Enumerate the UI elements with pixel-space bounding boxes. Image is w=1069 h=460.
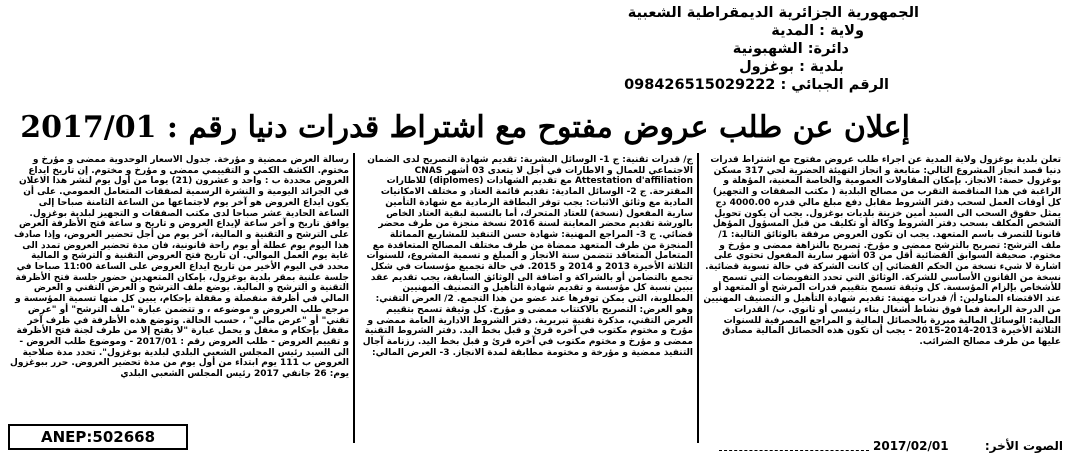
country-line: الجمهورية الجزائرية الديمقراطية الشعبية [627,5,919,21]
notice-title: إعلان عن طلب عروض مفتوح مع اشتراط قدرات دنيا رقم : 2017/01 [20,110,910,145]
column-2 [359,155,693,445]
column-separator [697,153,699,443]
daira-line: دائرة: الشهبونية [732,41,849,57]
column-2-text: ج/ قدرات تقنية: ج 1- الوسائل البشرية: تقديم شهادة التصريح لدى الضمان الاجتماعي للعمال و الاطارات في أجل لا يتعدى 03 أشهر CNAS Attestation d'affiliation مع تقديم الشهادات (diplomes) للاطارات المقترحة. ج 2- الوسائل المادية: تقديم قائمة العتاد و مختلف الامكانيات المادية مع وثائق الاثبات: يجب توفر البطاقة الرمادية مع شهادة التأمين سارية المفعول (نسخة) للعتاد المتحرك، أما بالنسبة لبقية العتاد الخاص بالورشة تقديم محضر المعاينة لسنة 2016 نسخة منجزة من طرف محضر قضائي. ج 3- المراجع المهنية: شهادة حسن التنفيذ للمشاريع المماثلة المنجزة من طرف المتعهد ممضاة من طرف مختلف المصالح المتعاقدة مع المتعامل المتعاقد تتضمن سنة الانجاز و المبلغ و تسمية المشروع، للسنوات الثلاثة الأخيرة 2013 و 2014 و 2015. في حالة تجميع مؤسسات في شكل تجمع بالتضامن أو بالشراكة و اضافة الى الوثائق السابقة، يجب تقديم عقد يبين نسبة كل مؤسسة و تقديم شهادة التأهيل و التصنيف المهنيين المطلوبة، التي يمكن توفرها عند عضو من هذا التجمع. 2/ العرض التقني: وهو العرض: التصريح بالاكتتاب ممضى و مؤرخ. كل وثيقة تسمح بتقييم العرض التقني، مذكرة تقنية تبريرية. دفتر الشروط الادارية العامة ممضى و مؤرخ و مختوم مكتوب في آخره قرئ و قبل بخط اليد. دفتر الشروط التقنية ممضى و مؤرخ و مختوم مكتوب في آخره قرئ و قبل بخط اليد. رزنامة آجال التنفيذ ممضية و مؤرخة و مختومة مطابقة لمدة الانجاز. 3- العرض المالي: [362,155,693,358]
wilaya-line: ولاية : المدية [771,23,864,39]
commune-line: بلدية : بوغزول [739,59,844,75]
column-separator [353,153,355,443]
issuer-header [589,4,919,94]
column-3-text: رسالة العرض ممضية و مؤرخة. جدول الأسعار الوحدوية ممضى و مؤرخ و مختوم. الكشف الكمي و التقييمي ممضى و مؤرخ و مختوم. إن تاريخ ايداع العروض محددة ب : واحد و عشرون (21) يوما من أول يوم لنشر هذا الاعلان في الجرائد اليومية و النشرة الرسمية لصفقات المتعامل العمومي. على أن يكون ايداع العروض هو آخر يوم لاجتماعها من الساعة الثامنة صباحا إلى الساعة الحادية عشر صباحا لدى مكتب الصفقات و التجهيز لبلدية بوغزول. يوافق تاريخ و آخر ساعة لإيداع العروض و تاريخ و ساعة فتح الأظرفة العرض على الترشح و التقنية و المالية، آخر يوم من أجل تحضير العروض، وإذا صادف هذا اليوم يوم عطلة أو يوم راحة قانونية، فان مدة تحضير العروض تمدد الى غاية يوم العمل الموالي. ان تاريخ فتح العروض التقنية و الترشح و المالية محدد في اليوم الأخير من تاريخ ايداع العروض على الساعة 11:00 صباحا في جلسة علنية بمقر بلدية بوغزول، بإمكان المتعهدين حضور جلسة فتح الأظرفة التقنية و الترشح و المالية. يوضع ملف الترشح و العرض التقني و العرض المالي في أظرفة منفصلة و مقفلة بإحكام، يبين كل منها تسمية المؤسسة و مرجع طلب العروض و موضوعه ، و تتضمن عبارة "ملف الترشح" أو "عرض تقني" أو "عرض مالي" ، حسب الحالة. وتوضع هذه الأظرفة في ظرف آخر مقفل بإحكام و مغفل و يحمل عبارة "لا يفتح إلا من طرف لجنة فتح الأظرفة و تقييم العروض - طلب العروض رقم : 2017/01 - وموضوع طلب العروض - الى السيد رئيس المجلس الشعبي البلدي لبلدية بوغزول". تحدد مدة صلاحية العروض ب 111 يوم ابتداء من أول يوم من مدة تحضير العروض. حرر ببوغزول يوم: 26 جانفي 2017 رئيس المجلس الشعبي البلدي [10,155,349,380]
anep-reference: ANEP:502668 [8,424,188,450]
tax-number-line: الرقم الجبائي : 098426515029222 [624,77,889,93]
column-3 [9,155,349,423]
column-1 [703,155,1061,425]
newspaper-name: الصوت الأخر: [984,439,1063,453]
column-1-text: تعلن بلدية بوغزول ولاية المدية عن اجراء طلب عروض مفتوح مع اشتراط قدرات دنيا قصد انجاز المشروع التالي: متابعة و انجاز التهيئة الحضرية لحي 317 مسكن بوغزول حصة: الانجاز. بإمكان المقاولات العمومية والخاصة المعنية، المؤهلة و الراغبة في هذا المناقصة التقرب من مصالح البلدية ( مكتب الصفقات و التجهيز) كل أوقات العمل لسحب دفتر الشروط مقابل دفع مبلغ مالي قدره 4000.00 دج يمثل حقوق السحب الى السيد أمين خزينة بلديات بوغزول. يجب أن يكون تحويل الشخص المكلف بسحب دفتر الشروط وكالة أو تكليف من قبل المسؤول المؤهل قانونا للتصرف باسم المتعهد. يجب ان تكون العروض مرفقة بالوثائق التالية: 1/ ملف الترشح: تصريح بالترشح ممضى و مؤرخ. تصريح بالنزاهة ممضى و مؤرخ و مختوم. صحيفة السوابق القضائية أقل من 03 أشهر سارية المفعول تحتوي على اشارة لا شيء نسخة من الحكم القضائي إن كانت الشركة في حالة تسوية قضائية. نسخة من القانون الأساسي للشركة. الوثائق التي تحدد التفويضات التي تسمح للأشخاص بإلزام المؤسسة. كل وثيقة تسمح بتقييم قدرات المرشح أو المتعهد أو عند الاقتضاء المناولين: أ/ قدرات مهنية: تقديم شهادة التأهيل و التصنيف المهنيين من الدرجة الرابعة فما فوق نشاط أشغال بناء رئيسي أو ثانوي. ب/ القدرات المالية: الوسائل المالية مبررة بالحصائل المالية و المراجع المصرفية للسنوات الثلاثة الأخيرة 2013-2014-2015 - يجب أن تكون هذه الحصائل المالية مصادق عليها من طرف مصالح الضرائب. [703,155,1061,347]
footer-rule [719,450,869,451]
publication-footer [873,438,1063,454]
publication-date: 2017/02/01 [873,439,949,453]
